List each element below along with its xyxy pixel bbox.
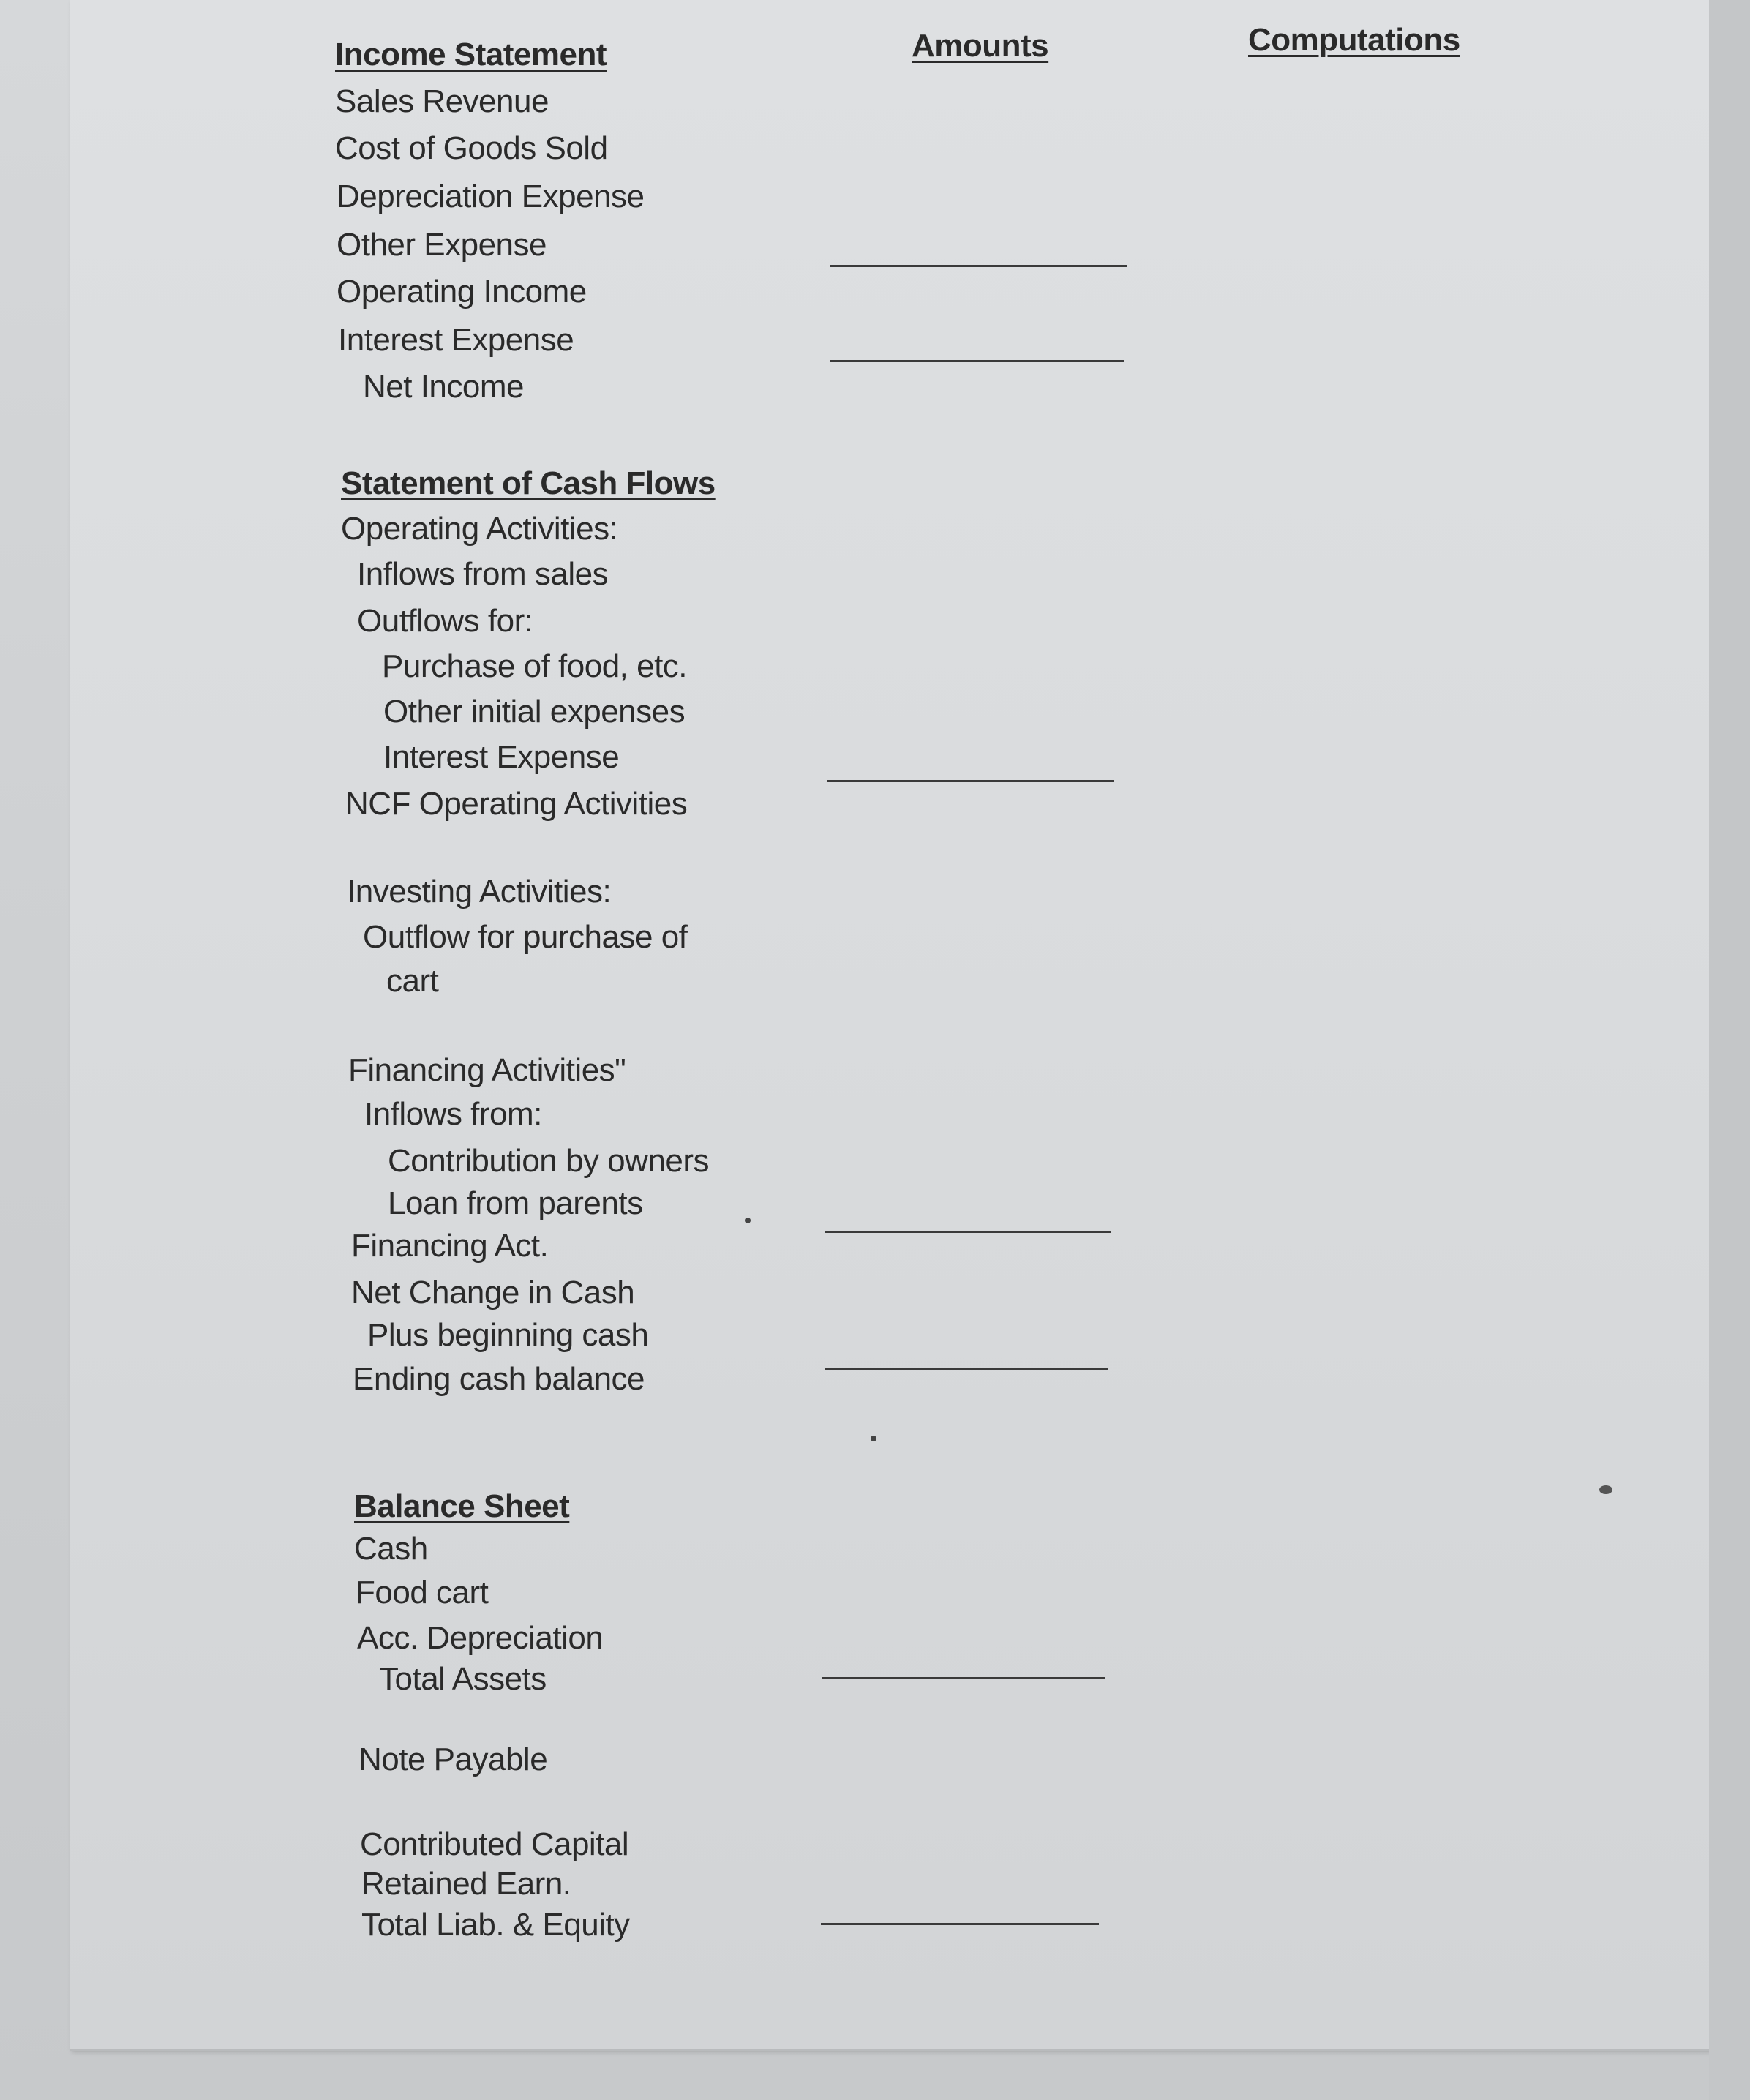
subtotal-rule-net-income (830, 360, 1124, 362)
ncf-operating-activities-label: NCF Operating Activities (345, 786, 688, 822)
inflows-from-label: Inflows from: (364, 1096, 542, 1132)
cash-flows-title: Statement of Cash Flows (341, 465, 716, 501)
income-statement-title: Income Statement (335, 37, 607, 72)
subtotal-rule-total-liab-equity (821, 1923, 1099, 1925)
financing-act-label: Financing Act. (351, 1228, 549, 1264)
note-payable-label: Note Payable (358, 1741, 548, 1777)
retained-earnings-label: Retained Earn. (361, 1866, 571, 1902)
operating-income-label: Operating Income (337, 274, 587, 310)
other-initial-expenses-label: Other initial expenses (383, 694, 686, 730)
contribution-by-owners-label: Contribution by owners (388, 1143, 710, 1179)
plus-beginning-cash-label: Plus beginning cash (367, 1317, 649, 1353)
contributed-capital-label: Contributed Capital (360, 1826, 629, 1862)
subtotal-rule-operating-income (830, 265, 1127, 267)
cf-interest-expense-label: Interest Expense (383, 739, 620, 775)
speck-mark (745, 1218, 751, 1223)
acc-depreciation-label: Acc. Depreciation (357, 1620, 604, 1656)
net-change-in-cash-label: Net Change in Cash (351, 1275, 635, 1310)
total-assets-label: Total Assets (379, 1661, 547, 1697)
subtotal-rule-financing (825, 1231, 1111, 1233)
inflows-from-sales-label: Inflows from sales (357, 556, 609, 592)
net-income-label: Net Income (363, 369, 524, 405)
balance-sheet-title: Balance Sheet (354, 1488, 570, 1524)
loan-from-parents-label: Loan from parents (388, 1185, 643, 1221)
total-liab-equity-label: Total Liab. & Equity (361, 1907, 630, 1943)
operating-activities-label: Operating Activities: (341, 511, 618, 547)
subtotal-rule-total-assets (822, 1677, 1105, 1679)
cost-of-goods-sold-label: Cost of Goods Sold (335, 130, 608, 166)
other-expense-label: Other Expense (337, 227, 547, 263)
cash-label: Cash (354, 1531, 428, 1567)
speck-mark (871, 1436, 876, 1441)
interest-expense-label: Interest Expense (338, 322, 574, 358)
computations-column-header: Computations (1248, 22, 1460, 58)
outflows-for-label: Outflows for: (357, 603, 533, 639)
outflow-purchase-of-label: Outflow for purchase of (363, 919, 688, 955)
ending-cash-balance-label: Ending cash balance (353, 1361, 645, 1397)
subtotal-rule-ending-cash (825, 1368, 1108, 1370)
speck-mark (1599, 1485, 1612, 1494)
sales-revenue-label: Sales Revenue (335, 83, 549, 119)
subtotal-rule-ncf-operating (827, 780, 1114, 782)
worksheet-page (70, 0, 1711, 2051)
purchase-of-food-label: Purchase of food, etc. (382, 648, 688, 684)
cart-label: cart (386, 963, 439, 999)
food-cart-label: Food cart (356, 1575, 489, 1610)
investing-activities-label: Investing Activities: (347, 874, 612, 910)
depreciation-expense-label: Depreciation Expense (337, 179, 645, 214)
amounts-column-header: Amounts (912, 28, 1049, 64)
right-margin (1709, 0, 1750, 2100)
financing-activities-label: Financing Activities" (348, 1052, 626, 1088)
